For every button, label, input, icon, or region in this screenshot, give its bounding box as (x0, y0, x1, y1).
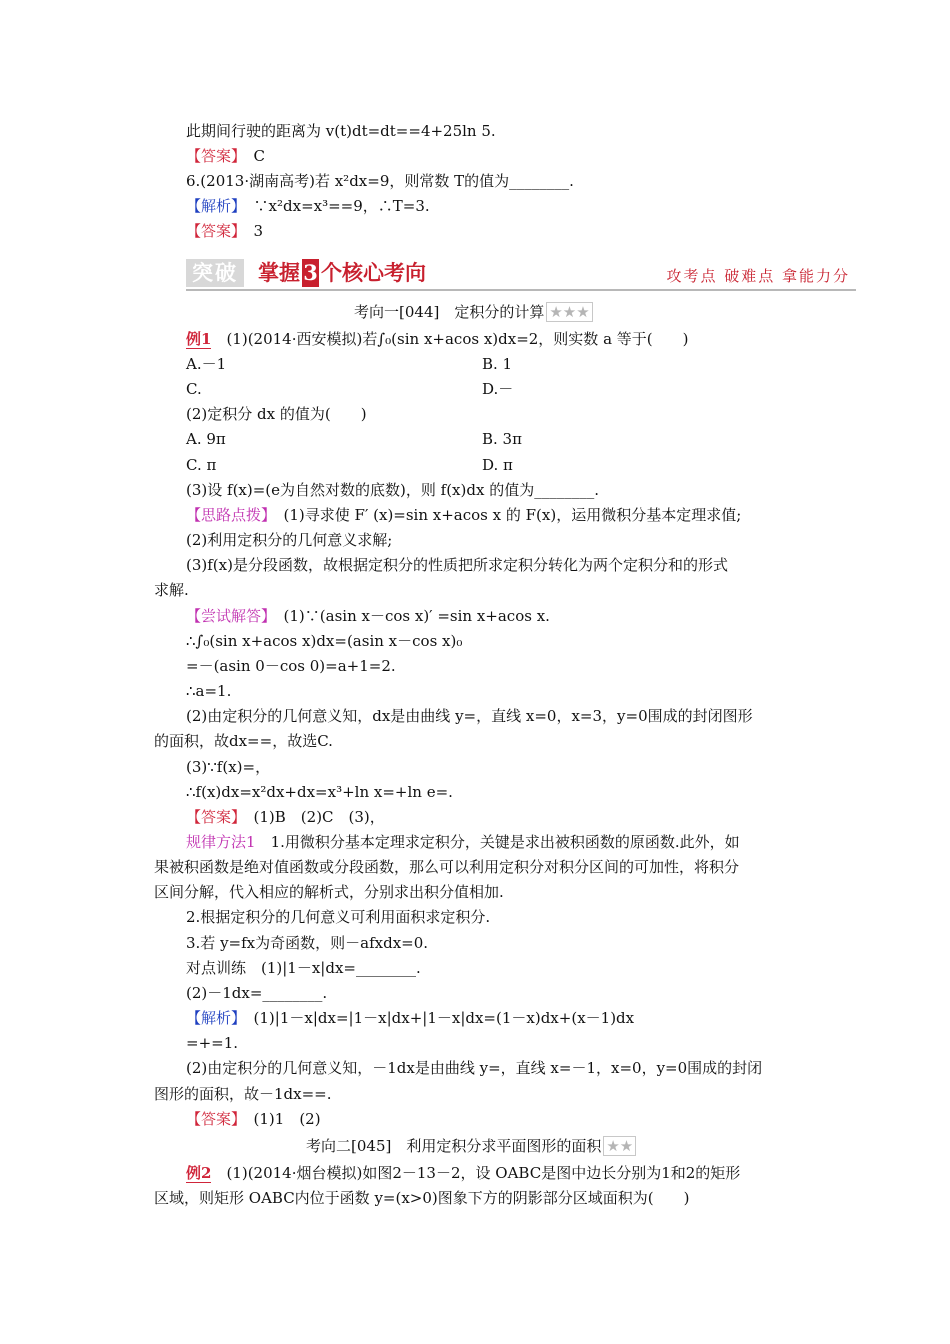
option-d: D. π (482, 456, 513, 474)
solution-label: 【尝试解答】 (186, 607, 269, 625)
difficulty-stars-icon: ★★ (603, 1136, 636, 1156)
analysis-line (186, 196, 430, 216)
option-d: D.－ (482, 380, 514, 398)
text-line: ∴f(x)dx=x²dx+dx=x³+ln x=+ln e=. (186, 783, 453, 801)
text-line: (2)利用定积分的几何意义求解; (186, 531, 393, 549)
example-1-part3: (3)设 f(x)=(e为自然对数的底数)，则 f(x)dx 的值为________. (186, 481, 599, 499)
option-b: B. 3π (482, 430, 522, 448)
text-line: (2)由定积分的几何意义知，－1dx是由曲线 y=，直线 x=－1，x=0，y=0围成的封闭 (186, 1059, 763, 1077)
answer-value: C (253, 147, 266, 165)
method-line: 规律方法1 1.用微积分基本定理求定积分，关键是求出被积函数的原函数.此外，如 (186, 833, 740, 851)
answer-label: 【答案】 (186, 1110, 239, 1128)
text-line: ∴∫₀(sin x+acos x)dx=(asin x－cos x)₀ (186, 632, 463, 650)
difficulty-stars-icon: ★★★ (546, 302, 592, 322)
topic-heading: 考向一[044] 定积分的计算 ★★★ (354, 302, 593, 322)
text-line: 此期间行驶的距离为 v(t)dt=dt==4+25ln 5. (186, 122, 496, 140)
section-banner (186, 257, 856, 291)
text-line: =+=1. (186, 1034, 239, 1052)
analysis-text: ∵x²dx=x³==9，∴T=3. (253, 197, 430, 215)
text-line: (3)f(x)是分段函数，故根据定积分的性质把所求定积分转化为两个定积分和的形式 (186, 556, 728, 574)
hint-line: 【思路点拨】 (1)寻求使 F′ (x)=sin x+acos x 的 F(x)，运用微积分基本定理求值; (186, 506, 742, 524)
banner-tag: 突破 (186, 259, 244, 287)
example-1-part1: 例1 (1)(2014·西安模拟)若∫₀(sin x+acos x)dx=2，则实数 a 等于( ) (186, 330, 689, 348)
example-badge: 例1 (186, 330, 212, 348)
text-line: 图形的面积，故－1dx==. (154, 1085, 332, 1103)
text-line: 求解. (154, 581, 189, 599)
text-line: 区间分解，代入相应的解析式，分别求出积分值相加. (154, 883, 504, 901)
option-a: A. 9π (186, 430, 226, 448)
text-line: (2)由定积分的几何意义知，dx是由曲线 y=，直线 x=0，x=3，y=0围成的封闭图形 (186, 707, 753, 725)
question-6: 6.(2013·湖南高考)若 x²dx=9，则常数 T的值为________. (186, 172, 574, 190)
example-1-part2: (2)定积分 dx 的值为( ) (186, 405, 367, 423)
text-line: (3)∵f(x)=， (186, 758, 271, 776)
banner-number: 3 (303, 260, 318, 285)
option-c: C. (186, 380, 202, 398)
text-line: 区域，则矩形 OABC内位于函数 y=(x>0)图象下方的阴影部分区域面积为( ) (154, 1189, 690, 1207)
text-line: 3.若 y=fx为奇函数，则－afxdx=0. (186, 934, 429, 952)
analysis-line: 【解析】 (1)|1－x|dx=|1－x|dx+|1－x|dx=(1－x)dx+(x－1)dx (186, 1009, 635, 1027)
example-2-part1: 例2 (1)(2014·烟台模拟)如图2－13－2，设 OABC是图中边长分别为1和2的矩形 (186, 1164, 741, 1182)
answer-label: 【答案】 (186, 222, 239, 240)
banner-rule (186, 289, 856, 291)
text-line: ∴a=1. (186, 682, 232, 700)
text-line: (2)－1dx=________. (186, 984, 328, 1002)
answer-line: 【答案】 (1)1 (2) (186, 1110, 321, 1128)
analysis-label: 【解析】 (186, 197, 239, 215)
text-line: 2.根据定积分的几何意义可利用面积求定积分. (186, 908, 491, 926)
hint-label: 【思路点拨】 (186, 506, 269, 524)
practice-line: 对点训练 (1)|1－x|dx=________. (186, 959, 421, 977)
answer-value: 3 (253, 222, 264, 240)
method-label: 规律方法1 (186, 833, 256, 851)
analysis-label: 【解析】 (186, 1009, 239, 1027)
text-line: =－(asin 0－cos 0)=a+1=2. (186, 657, 396, 675)
answer-line (186, 146, 265, 166)
option-b: B. 1 (482, 355, 513, 373)
example-badge: 例2 (186, 1164, 212, 1182)
text-line: 果被积函数是绝对值函数或分段函数，那么可以利用定积分对积分区间的可加性，将积分 (154, 858, 740, 876)
option-c: C. π (186, 456, 217, 474)
answer-label: 【答案】 (186, 147, 239, 165)
option-a: A.－1 (186, 355, 227, 373)
solution-line: 【尝试解答】 (1)∵(asin x－cos x)′ =sin x+acos x. (186, 607, 550, 625)
topic-heading: 考向二[045] 利用定积分求平面图形的面积 ★★ (306, 1136, 636, 1156)
answer-label: 【答案】 (186, 808, 239, 826)
answer-line: 【答案】 (1)B (2)C (3)， (186, 808, 385, 826)
banner-subtitle: 攻考点 破难点 拿能力分 (666, 267, 850, 285)
banner-title: 掌握 3 个核心考向 (258, 260, 426, 285)
text-line: 的面积，故dx==，故选C. (154, 732, 333, 750)
answer-line (186, 221, 263, 241)
